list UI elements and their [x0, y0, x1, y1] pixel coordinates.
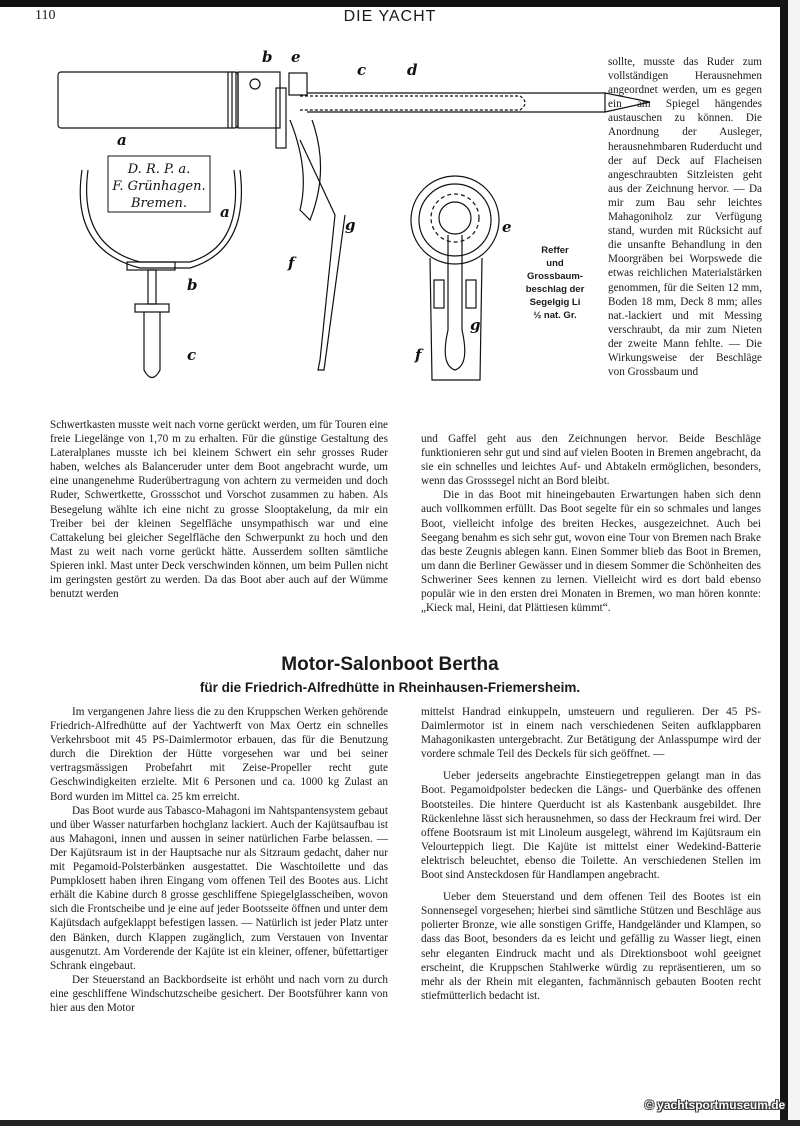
- caption-line: Segelgig Li: [529, 297, 581, 308]
- paragraph: Die in das Boot mit hineingebauten Erwartungen haben sich denn auch vollkommen erfüllt. Das Boot segelte für ein so schmales und langes Boot, vielleicht infolge des breiten Heckes, ausgezeichnet. Auch bei Seegang benahm es sich sehr gut, wovon eine Tour von Bremen nach Brake das beste Zeugnis ablegen kann. Einen Sommer blieb das Boot in Bremen, um dann die Berliner Gewässer und in diesem Sommer die Schönheiten des Schweriner Sees kennen zu lernen. Vielleicht wird es dort bald ebenso populär wie in den ersten drei Monaten in Bremen, wo man hören konnte: „Kieck mal, Heini, dat Plättiesen kümmt“.: [421, 489, 761, 615]
- paragraph: Im vergangenen Jahre liess die zu den Kruppschen Werken gehörende Friedrich-Alfredhütte auf der Yachtwerft von Max Oertz ein schnelles Verkehrsboot mit 45 PS-Daimlermotor erbauen, das für die Benutzung durch die Direktion der Hütte vorgesehen war und bei seiner vertragsmässigen Probefahrt mit Zeise-Propeller recht gute Geschwindigkeiten erzielte. Mit 6 Personen und ca. 1000 kg Zulast an Bord wurden im Mittel ca. 25 km erreicht.: [50, 706, 388, 803]
- svg-text:f: f: [415, 346, 422, 364]
- svg-text:e: e: [502, 218, 512, 236]
- svg-text:f: f: [288, 254, 295, 272]
- caption-line: beschlag der: [525, 284, 585, 295]
- svg-text:D. R. P. a.: D. R. P. a.: [127, 162, 191, 177]
- svg-text:a: a: [220, 203, 230, 221]
- article1-left-column: [50, 418, 388, 601]
- caption-line: ½ nat. Gr.: [533, 310, 577, 321]
- article-title: Motor-Salonboot Bertha: [281, 654, 499, 675]
- svg-text:b: b: [262, 48, 273, 66]
- svg-text:b: b: [187, 276, 198, 294]
- article2-left-column: [50, 705, 388, 1015]
- paragraph: mittelst Handrad einkuppeln, umsteuern und regulieren. Der 45 PS-Daimlermotor ist in einem nach verschiedenen Seiten aufklappbaren Mahagonikasten untergebracht. Zur Betätigung der Anlasspumpe wird der vordere schmale Teil des Deckels für sich geöffnet. —: [421, 706, 761, 761]
- scan-bottom-border: [0, 1120, 800, 1126]
- paragraph: Ueber jederseits angebrachte Einstiegetreppen gelangt man in das Boot. Pegamoidpolster bedecken die Längs- und Querbänke des offenen Bootsteiles. Die hintere Querducht ist als Kastenbank ausgebildet. Ihre Rückenlehne lässt sich herausnehmen, so dass der Heckraum frei wird. Der offene Bootsraum ist mit Linoleum ausgelegt, während im Kajütsraum ein Velourteppich liegt. Die Kajüte ist mittelst einer Wedekind-Batterie elektrisch beleuchtet, ebenso die Toilette. An verschiedenen Stellen im Boot sind Ansteckdosen für Handlampen angebracht.: [421, 770, 761, 882]
- caption-line: und: [546, 258, 564, 269]
- svg-text:e: e: [291, 48, 301, 66]
- page-number: 110: [35, 8, 56, 23]
- article1-right-column: [421, 432, 761, 615]
- caption-line: Grossbaum-: [527, 271, 583, 282]
- svg-text:g: g: [345, 216, 356, 234]
- paragraph: Der Steuerstand an Backbordseite ist erhöht und nach vorn zu durch eine geschliffene Windschutzscheibe gesichert. Der Bootsführer kann von hier aus den Motor: [50, 973, 388, 1014]
- article2-right-column: [421, 705, 761, 1003]
- svg-text:F. Grünhagen.: F. Grünhagen.: [112, 179, 206, 194]
- paragraph: sollte, musste das Ruder zum vollständigen Herausnehmen angeordnet werden, um es gegen ein am Spiegel hängendes austauschen zu können. Die Anordnung der Ausleger, herausnehmbaren Ruderducht und der auf Deck auf Flacheisen angeschraubten Sitzleisten geht aus der Zeichnung hervor. — Da mir zum Bau sehr leichtes Mahagoniholz zur Verfügung stand, wurden mit Rücksicht auf die unsanfte Behandlung in den Moorgräben bei Worpswede die etwas reichlichen Materialstärken genommen, für die Seiten 12 mm, Boden 18 mm, Deck 8 mm; alles nat.-lackiert und mit Messing verschraubt, da mir zum Nieten der zweite Mann fehlte. — Die Wirkungsweise der Beschläge von Grossbaum und: [608, 56, 762, 379]
- svg-text:c: c: [187, 346, 197, 364]
- paragraph: Schwertkasten musste weit nach vorne gerückt werden, um für Touren eine freie Liegelänge von 1,70 m zu erhalten. Für die günstige Gestaltung des Lateralplanes musste ich bei kleinem Schwert ein sehr grosses Ruder haben, welches als Balanceruder unter dem Boot angebracht wurde, um eine unangenehme Ruderübertragung von achtern zu vermeiden und doch Ruder, Schwertkette, Grossschot und Vorschot zusammen zu haben. Als Besegelung wählte ich eine nicht zu grosse Slooptakelung, da mir ein Treiber bei der kleinen Segelfläche unsympathisch war und eine Cattakelung bei gleicher Segelfläche den Schwerpunkt zu hoch und den Mast zu weit nach vorne gerückt hätte. Ausserdem sollten sämtliche Spieren inkl. Mast unter Deck verschwinden können, um beim Pullen nicht im geringsten gestört zu werden. Da das Boot aber auch auf der Wümme benutzt werden: [50, 419, 388, 601]
- article-subtitle: für die Friedrich-Alfredhütte in Rheinhausen-Friemersheim.: [199, 680, 581, 695]
- boom-tube-drawing: [58, 72, 238, 128]
- watermark: © yachtsportmuseum.de: [645, 1098, 786, 1112]
- svg-text:d: d: [407, 61, 418, 79]
- svg-text:a: a: [117, 131, 127, 149]
- running-header: DIE YACHT: [343, 8, 437, 25]
- paragraph: Ueber dem Steuerstand und dem offenen Teil des Bootes ist ein Sonnensegel vorgesehen; hierbei sind sämtliche Stützen und Beschläge aus polierter Bronze, wie alle sonstigen Griffe, Handgeländer und Klampen, so dass das Boot, besonders da es leicht und gefällig zu Wasser liegt, einen sehr eleganten Eindruck macht und als Direktionsboot wohl geeignet erscheint, die Kruppschen Stahlwerke würdig zu repräsentieren, um so mehr als der Rhein mit eleganten, fachmännisch gebauten Booten recht stiefmütterlich bedacht ist.: [421, 891, 761, 1002]
- paragraph: und Gaffel geht aus den Zeichnungen hervor. Beide Beschläge funktionieren sehr gut und sind auf vielen Booten in Bremen angebracht, da sie ein schnelles und leichtes Auf- und Abtakeln ermöglichen, besonders, wenn das Grosssegel nicht an Bord bleibt.: [421, 433, 761, 488]
- svg-text:g: g: [470, 316, 481, 334]
- svg-text:Bremen.: Bremen.: [131, 196, 187, 211]
- article1-right-column-top: [608, 55, 762, 379]
- caption-line: Reffer: [541, 245, 569, 256]
- svg-text:c: c: [357, 61, 367, 79]
- paragraph: Das Boot wurde aus Tabasco-Mahagoni im Nahtspantensystem gebaut und über Wasser naturfarben hochglanz lackiert. Auch der Kajütsaufbau ist aus Mahagoni, innen und aussen in seiner natürlichen Farbe belassen. — Der Kajütsraum ist in der Hauptsache nur als Sitzraum gedacht, daher nur mit Pegamoid-Polsterbänken ausgestattet. Die Waschtoilette und das Pumpklosett haben ihren Eingang vom offenen Teil des Bootes aus. Licht erhält die Kabine durch 8 grosse geschliffene Spiegelglasscheiben, wovon sich die Frontscheibe und je eine auf jeder Bootsseite öffnen und unter dem Kajütsdach aufgeklappt befestigen lassen. — Natürlich ist jeder Platz unter den Bänken, durch Klappen zugänglich, zum Verstauen von Inventar ausgenutzt. Am Vorderende der Kajüte ist ein kleiner, offener, büfettartiger Schrank eingebaut.: [50, 804, 388, 972]
- figure-caption: [525, 244, 585, 322]
